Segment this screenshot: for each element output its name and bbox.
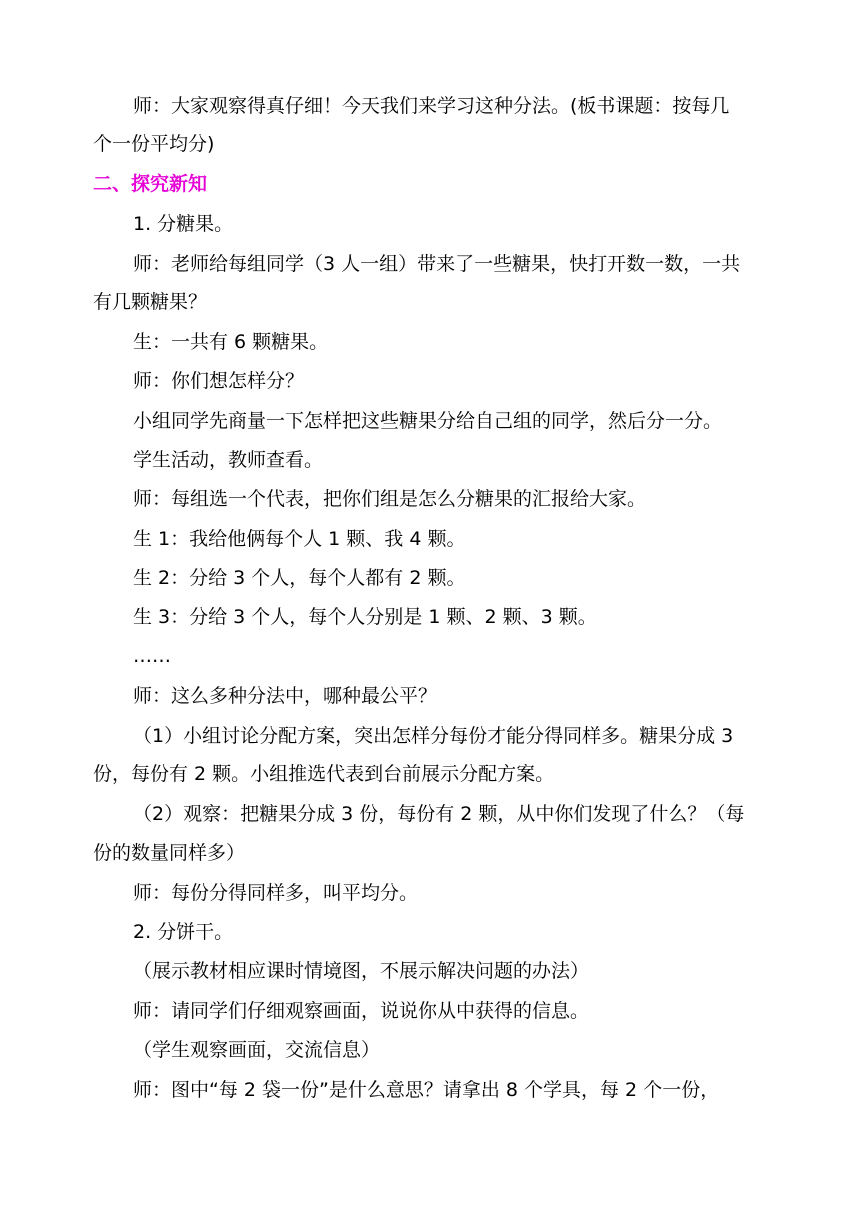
paragraph-line: 生：一共有 6 颗糖果。 xyxy=(133,331,329,353)
paragraph-line: 1. 分糖果。 xyxy=(133,213,234,235)
paragraph-line: 生 3：分给 3 个人，每个人分别是 1 颗、2 颗、3 颗。 xyxy=(133,606,597,628)
paragraph-line: 学生活动，教师查看。 xyxy=(133,449,324,471)
paragraph-line: 小组同学先商量一下怎样把这些糖果分给自己组的同学，然后分一分。 xyxy=(133,410,723,432)
section-heading: 二、探究新知 xyxy=(93,173,208,195)
paragraph-line: （2）观察：把糖果分成 3 份，每份有 2 颗，从中你们发现了什么？（每 xyxy=(133,803,745,825)
ellipsis-line: …… xyxy=(133,645,171,667)
paragraph-line: 师：你们想怎样分？ xyxy=(133,370,305,392)
paragraph-line: 师：大家观察得真仔细！今天我们来学习这种分法。(板书课题：按每几 xyxy=(133,95,730,117)
paragraph-line: 份，每份有 2 颗。小组推选代表到台前展示分配方案。 xyxy=(93,763,555,785)
paragraph-line: 生 1：我给他俩每个人 1 颗、我 4 颗。 xyxy=(133,528,466,550)
paragraph-line: （展示教材相应课时情境图，不展示解决问题的办法） xyxy=(133,960,590,982)
paragraph-line: 师：这么多种分法中，哪种最公平？ xyxy=(133,685,438,707)
paragraph-line: 个一份平均分) xyxy=(93,133,215,155)
paragraph-line: 师：老师给每组同学（3 人一组）带来了一些糖果，快打开数一数，一共 xyxy=(133,253,741,275)
paragraph-line: 生 2：分给 3 个人，每个人都有 2 颗。 xyxy=(133,567,466,589)
paragraph-line: 份的数量同样多） xyxy=(93,842,246,864)
paragraph-line: 师：每组选一个代表，把你们组是怎么分糖果的汇报给大家。 xyxy=(133,488,647,510)
paragraph-line: 师：每份分得同样多，叫平均分。 xyxy=(133,882,419,904)
paragraph-line: 师：请同学们仔细观察画面，说说你从中获得的信息。 xyxy=(133,1000,590,1022)
paragraph-line: （1）小组讨论分配方案，突出怎样分每份才能分得同样多。糖果分成 3 xyxy=(133,725,734,747)
paragraph-line: 2. 分饼干。 xyxy=(133,921,234,943)
paragraph-line: 师：图中“每 2 袋一份”是什么意思？请拿出 8 个学具，每 2 个一份， xyxy=(133,1079,720,1101)
paragraph-line: 有几颗糖果？ xyxy=(93,291,208,313)
paragraph-line: （学生观察画面，交流信息） xyxy=(133,1039,381,1061)
